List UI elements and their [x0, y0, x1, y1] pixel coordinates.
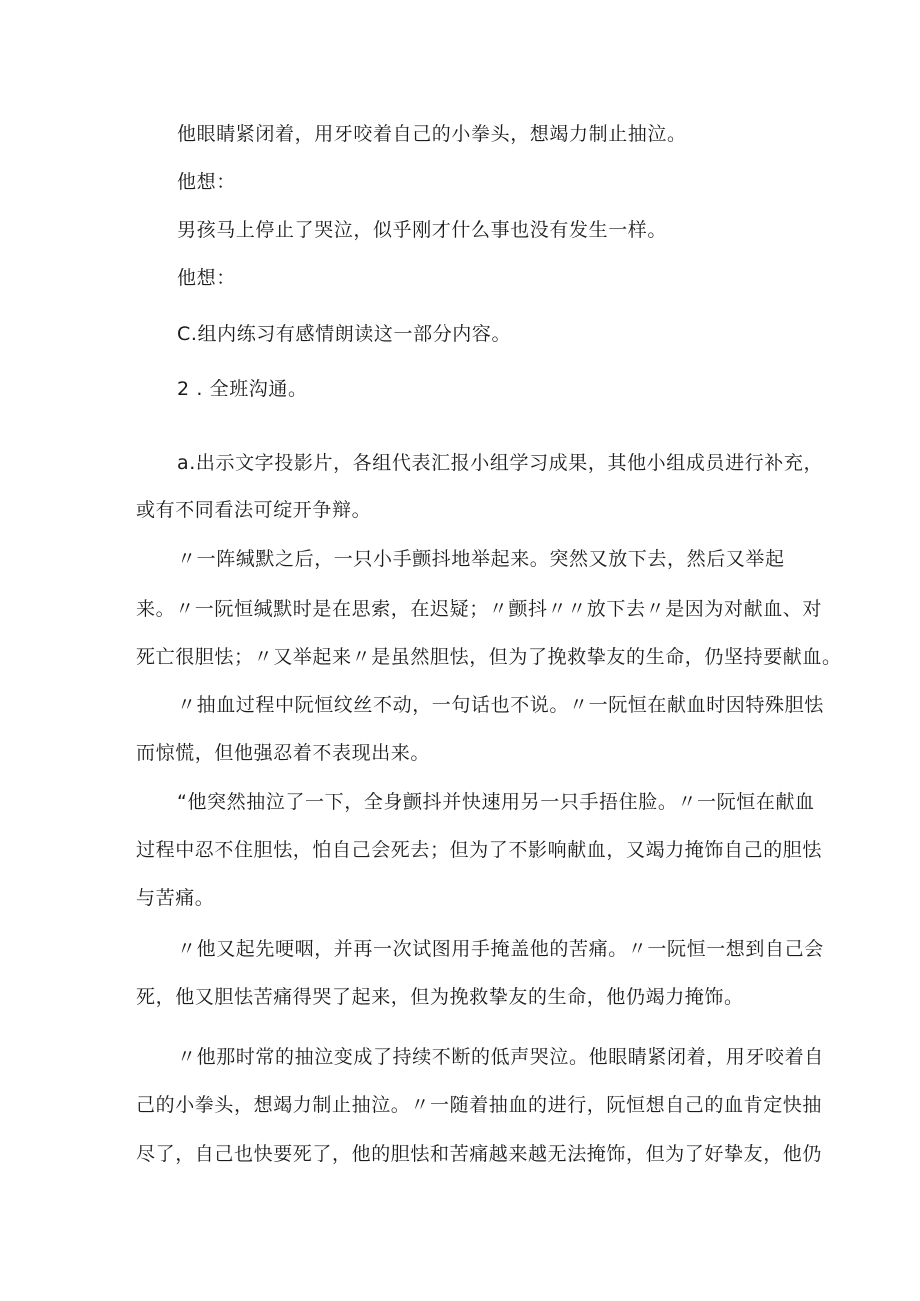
text-line-18: 死，他又胆怯苦痛得哭了起来，但为挽救挚友的生命，他仍竭力掩饰。	[136, 986, 744, 1008]
text-line-9: 〃一阵缄默之后，一只小手颤抖地举起来。突然又放下去，然后又举起	[177, 548, 785, 570]
text-line-7: a.出示文字投影片，各组代表汇报小组学习成果，其他小组成员进行补充，	[177, 452, 824, 474]
text-line-12: 〃抽血过程中阮恒纹丝不动，一句话也不说。〃一阮恒在献血时因特殊胆怯	[177, 694, 824, 716]
text-line-3: 男孩马上停止了哭泣，似乎刚才什么事也没有发生一样。	[177, 219, 668, 241]
text-line-15: 过程中忍不住胆怯，怕自己会死去；但为了不影响献血，又竭力掩饰自己的胆怯	[136, 839, 823, 861]
text-line-17: 〃他又起先哽咽，并再一次试图用手掩盖他的苦痛。〃一阮恒一想到自己会	[177, 938, 824, 960]
text-line-11: 死亡很胆怯；〃又举起来〃是虽然胆怯，但为了挽救挚友的生命，仍坚持要献血。	[136, 646, 842, 668]
text-line-5: C.组内练习有感情朗读这一部分内容。	[177, 323, 512, 345]
text-line-2: 他想：	[177, 171, 236, 193]
text-line-8: 或有不同看法可绽开争辩。	[136, 499, 372, 521]
text-line-6: 2 . 全班沟通。	[177, 378, 308, 400]
text-line-19: 〃他那时常的抽泣变成了持续不断的低声哭泣。他眼睛紧闭着，用牙咬着自	[177, 1046, 824, 1068]
text-line-10: 来。〃一阮恒缄默时是在思索，在迟疑；〃颤抖〃〃放下去〃是因为对献血、对	[136, 598, 823, 620]
text-line-16: 与苦痛。	[136, 887, 215, 909]
text-line-13: 而惊慌，但他强忍着不表现出来。	[136, 742, 431, 764]
text-line-4: 他想：	[177, 267, 236, 289]
text-line-14: “他突然抽泣了一下，全身颤抖并快速用另一只手捂住脸。〃一阮恒在献血	[177, 791, 815, 813]
text-line-21: 尽了，自己也快要死了，他的胆怯和苦痛越来越无法掩饰，但为了好挚友，他仍	[136, 1143, 823, 1165]
text-line-1: 他眼睛紧闭着，用牙咬着自己的小拳头，想竭力制止抽泣。	[177, 123, 687, 145]
text-line-20: 己的小拳头，想竭力制止抽泣。〃一随着抽血的进行，阮恒想自己的血肯定快抽	[136, 1094, 823, 1116]
